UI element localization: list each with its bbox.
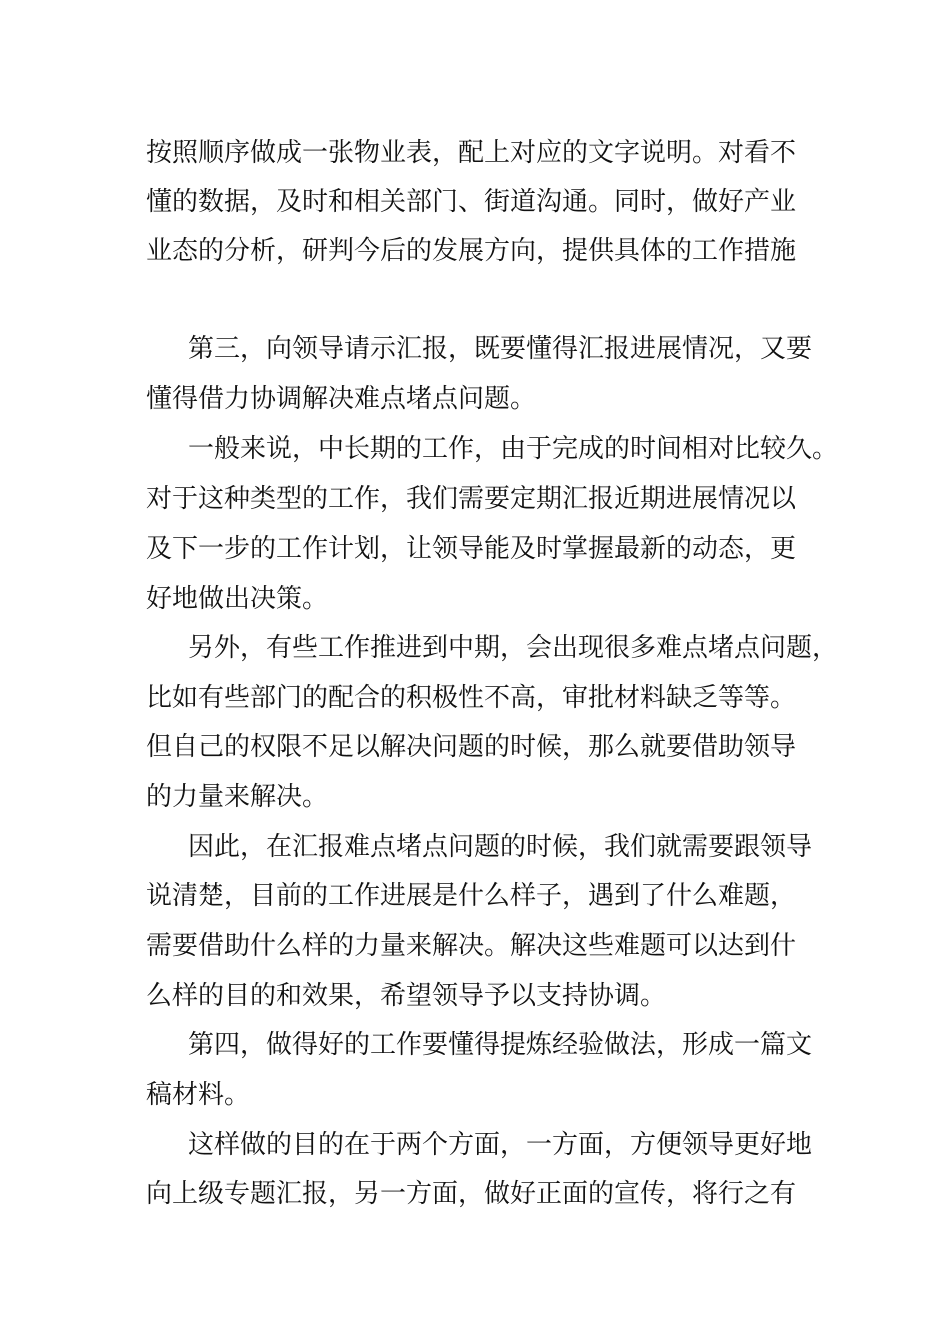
paragraph-line: 因此，在汇报难点堵点问题的时候，我们就需要跟领导	[188, 832, 813, 862]
paragraph-line: 好地做出决策。	[146, 584, 329, 614]
paragraph-line: 第三，向领导请示汇报，既要懂得汇报进展情况，又要	[188, 334, 813, 364]
paragraph-line: 么样的目的和效果，希望领导予以支持协调。	[146, 981, 667, 1011]
paragraph-line: 说清楚，目前的工作进展是什么样子，遇到了什么难题，	[146, 881, 797, 911]
paragraph-line: 但自己的权限不足以解决问题的时候，那么就要借助领导	[146, 732, 797, 762]
paragraph-line: 及下一步的工作计划，让领导能及时掌握最新的动态，更	[146, 534, 797, 564]
paragraph-line: 向上级专题汇报，另一方面，做好正面的宣传，将行之有	[146, 1179, 797, 1209]
paragraph-line: 稿材料。	[146, 1080, 251, 1110]
paragraph-line: 第四，做得好的工作要懂得提炼经验做法，形成一篇文	[188, 1030, 813, 1060]
paragraph-line: 的力量来解决。	[146, 782, 329, 812]
paragraph-line: 这样做的目的在于两个方面，一方面，方便领导更好地	[188, 1130, 813, 1160]
paragraph-line: 业态的分析，研判今后的发展方向，提供具体的工作措施	[146, 236, 797, 266]
paragraph-line: 对于这种类型的工作，我们需要定期汇报近期进展情况以	[146, 484, 797, 514]
paragraph-line: 按照顺序做成一张物业表，配上对应的文字说明。对看不	[146, 138, 797, 168]
paragraph-line: 比如有些部门的配合的积极性不高，审批材料缺乏等等。	[146, 683, 797, 713]
paragraph-line: 懂得借力协调解决难点堵点问题。	[146, 384, 537, 414]
paragraph-line: 一般来说，中长期的工作，由于完成的时间相对比较久。	[188, 434, 839, 464]
paragraph-line: 懂的数据，及时和相关部门、街道沟通。同时，做好产业	[146, 187, 797, 217]
paragraph-line: 需要借助什么样的力量来解决。解决这些难题可以达到什	[146, 931, 797, 961]
paragraph-line: 另外，有些工作推进到中期，会出现很多难点堵点问题，	[188, 633, 839, 663]
